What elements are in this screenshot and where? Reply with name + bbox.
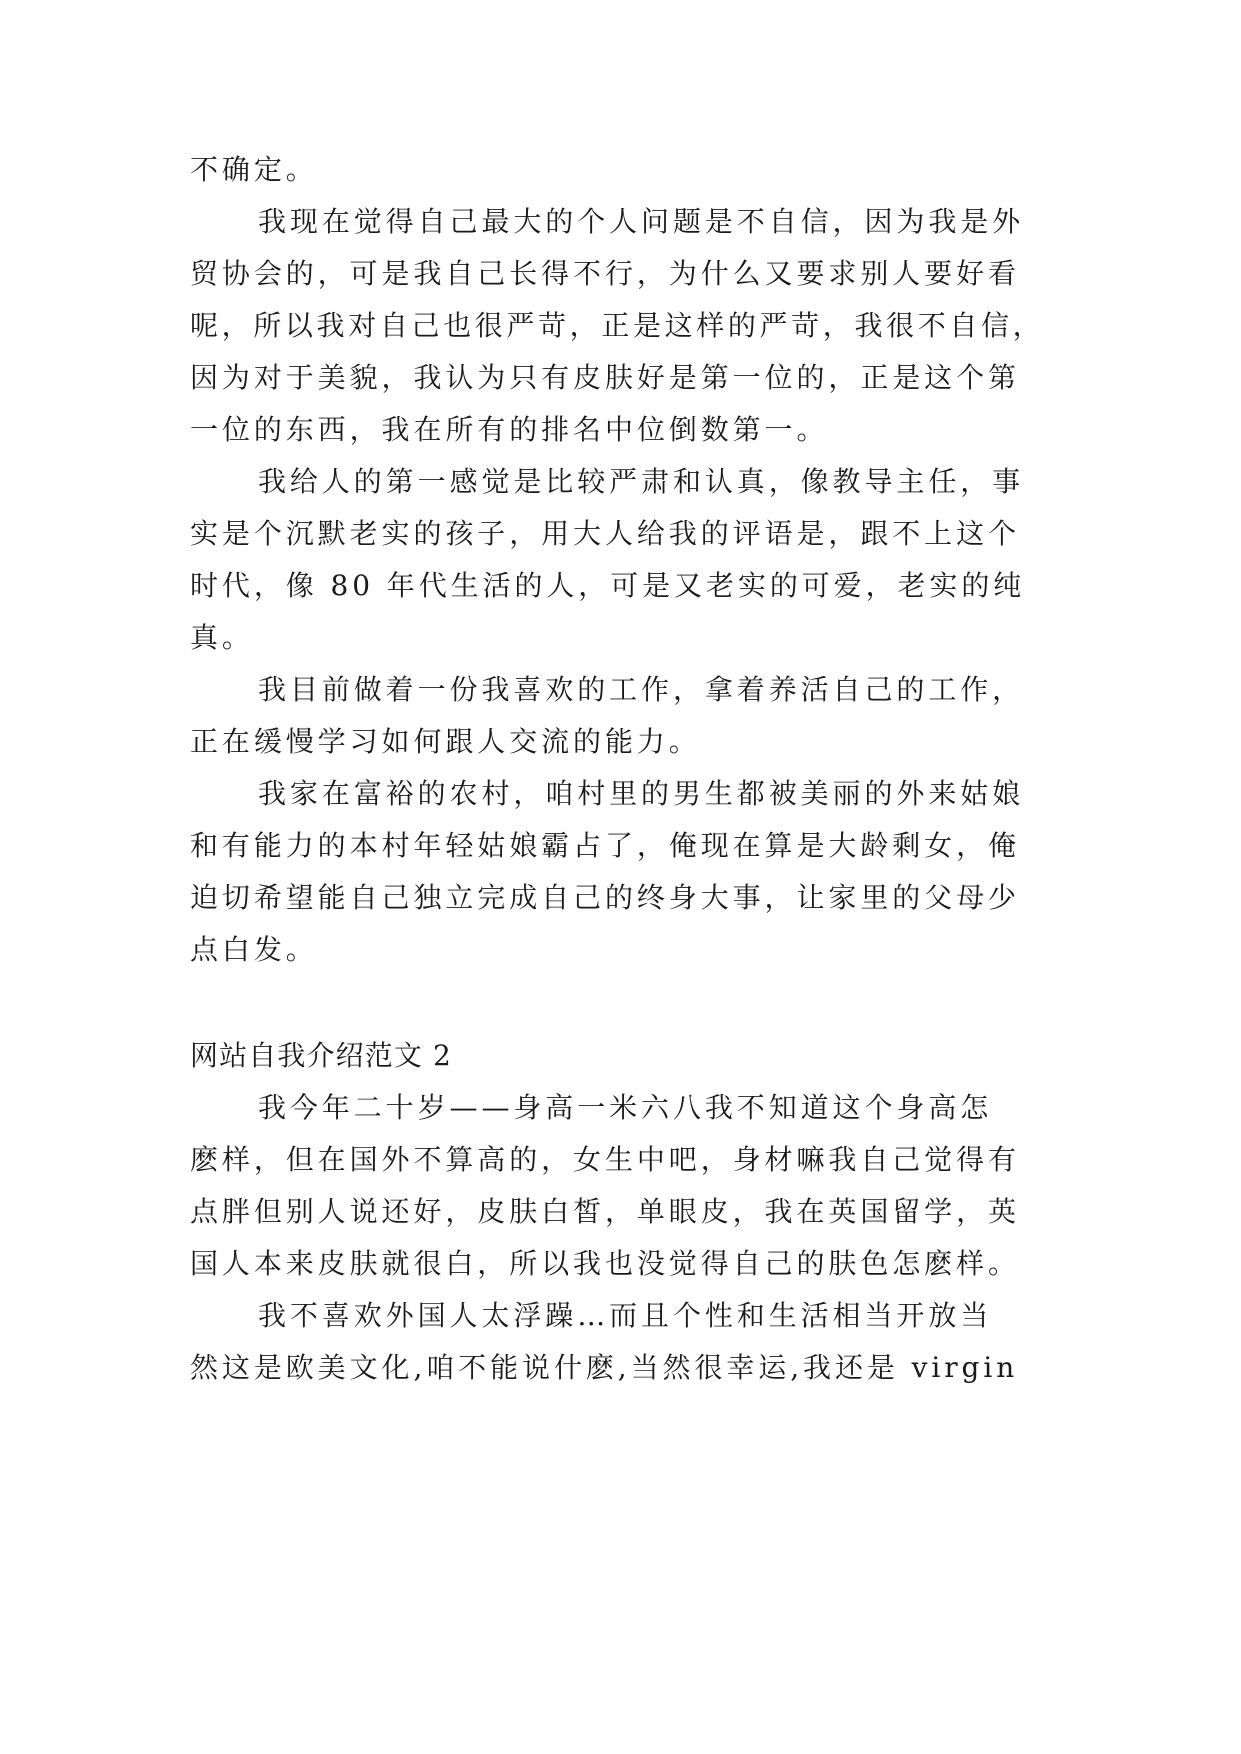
text-line: 正在缓慢学习如何跟人交流的能力。 [190,725,701,758]
text-line: 时代，像 80 年代生活的人，可是又老实的可爱，老实的纯 [190,569,1026,602]
text-line: 实是个沉默老实的孩子，用大人给我的评语是，跟不上这个 [190,517,1020,550]
text-line: 我家在富裕的农村，咱村里的男生都被美丽的外来姑娘 [258,777,1025,810]
text-line: 麽样，但在国外不算高的，女生中吧，身材嘛我自己觉得有 [190,1143,1020,1176]
text-line: 和有能力的本村年轻姑娘霸占了，俺现在算是大龄剩女，俺 [190,829,1020,862]
text-line: 我目前做着一份我喜欢的工作，拿着养活自己的工作， [258,673,1025,706]
text-line: 因为对于美貌，我认为只有皮肤好是第一位的，正是这个第 [190,361,1020,394]
text-line: 我现在觉得自己最大的个人问题是不自信，因为我是外 [258,205,1025,238]
text-line: 呢，所以我对自己也很严苛，正是这样的严苛，我很不自信， [190,309,1045,342]
text-line: 然这是欧美文化,咱不能说什麽,当然很幸运,我还是 virgin [190,1351,1019,1384]
text-line: 迫切希望能自己独立完成自己的终身大事，让家里的父母少 [190,881,1020,914]
text-line: 真。 [190,621,254,654]
text-line: 国人本来皮肤就很白，所以我也没觉得自己的肤色怎麽样。 [190,1247,1020,1280]
section-heading: 网站自我介绍范文 2 [190,1039,452,1072]
text-line: 贸协会的，可是我自己长得不行，为什么又要求别人要好看 [190,257,1020,290]
text-line: 点白发。 [190,933,318,966]
text-line: 一位的东西，我在所有的排名中位倒数第一。 [190,413,829,446]
text-line: 点胖但别人说还好，皮肤白皙，单眼皮，我在英国留学，英 [190,1195,1020,1228]
text-line: 不确定。 [190,153,318,186]
text-line: 我不喜欢外国人太浮躁…而且个性和生活相当开放当 [258,1299,993,1332]
text-line: 我今年二十岁——身高一米六八我不知道这个身高怎 [258,1091,993,1124]
text-line: 我给人的第一感觉是比较严肃和认真，像教导主任，事 [258,465,1025,498]
